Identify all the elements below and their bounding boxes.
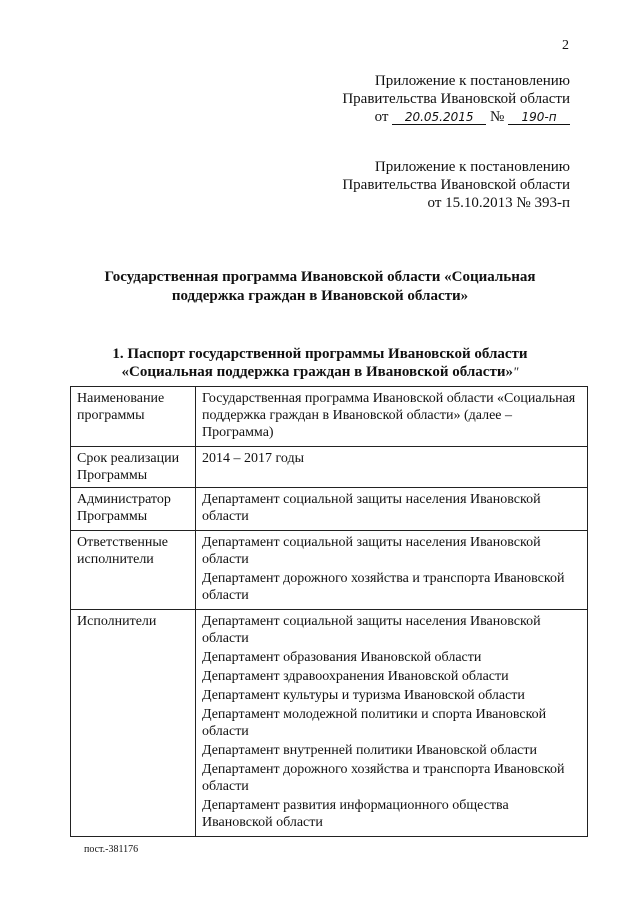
appendix-old-line1: Приложение к постановлению (374, 159, 570, 175)
appendix-old-line3: от 15.10.2013 № 393-п (427, 195, 570, 211)
row-entry: Департамент социальной защиты населения Ивановской области (202, 614, 541, 646)
row-value (196, 610, 588, 837)
table-row (71, 488, 588, 531)
row-entry: Департамент дорожного хозяйства и транспорта Ивановской области (202, 762, 565, 794)
row-entry: Департамент внутренней политики Ивановской области (202, 743, 537, 758)
row-entry: Департамент культуры и туризма Ивановской области (202, 688, 525, 703)
row-label: Наименование программы (71, 387, 196, 447)
table-row (71, 447, 588, 488)
row-entry: Департамент образования Ивановской области (202, 650, 482, 665)
section-title (80, 345, 560, 381)
appendix-new-line1: Приложение к постановлению (374, 73, 570, 89)
row-value (196, 531, 588, 610)
handwritten-date: 20.05.2015 (392, 110, 486, 125)
handwritten-number: 190-п (508, 110, 570, 125)
row-label: Ответственные исполнители (71, 531, 196, 610)
row-value (196, 387, 588, 447)
appendix-new (342, 72, 570, 126)
row-entry: Департамент здравоохранения Ивановской области (202, 669, 509, 684)
appendix-new-line2: Правительства Ивановской области (342, 91, 570, 107)
row-entry: Департамент развития информационного общества Ивановской области (202, 798, 509, 830)
handwritten-mark: " (512, 364, 519, 379)
page-number: 2 (562, 38, 569, 53)
row-entry: Департамент молодежной политики и спорта Ивановской области (202, 707, 547, 739)
footer-code: пост.-381176 (84, 844, 139, 855)
row-label: Администратор Программы (71, 488, 196, 531)
row-entry: Департамент социальной защиты населения Ивановской области (202, 492, 541, 524)
passport-table (70, 386, 588, 837)
row-entry: Государственная программа Ивановской области «Социальная поддержка граждан в Ивановской области» (далее – Программа) (202, 391, 576, 440)
table-row (71, 531, 588, 610)
row-label: Исполнители (71, 610, 196, 837)
row-value (196, 447, 588, 488)
section-title-line1: 1. Паспорт государственной программы Ивановской области (112, 346, 528, 362)
table-row (71, 610, 588, 837)
number-label: № (489, 109, 505, 125)
row-entry: 2014 – 2017 годы (202, 451, 305, 466)
section-title-line2-text: «Социальная поддержка граждан в Ивановской области» (121, 364, 513, 380)
row-value (196, 488, 588, 531)
table-row (71, 387, 588, 447)
from-label: от (374, 109, 389, 125)
row-entry: Департамент социальной защиты населения Ивановской области (202, 535, 541, 567)
row-label: Срок реализации Программы (71, 447, 196, 488)
appendix-old (342, 158, 570, 212)
document-title: Государственная программа Ивановской области «Социальная поддержка граждан в Ивановской области» (104, 269, 536, 304)
section-title-line2 (80, 363, 560, 381)
row-entry: Департамент дорожного хозяйства и транспорта Ивановской области (202, 571, 565, 603)
appendix-old-line2: Правительства Ивановской области (342, 177, 570, 193)
appendix-new-line3 (342, 108, 570, 126)
